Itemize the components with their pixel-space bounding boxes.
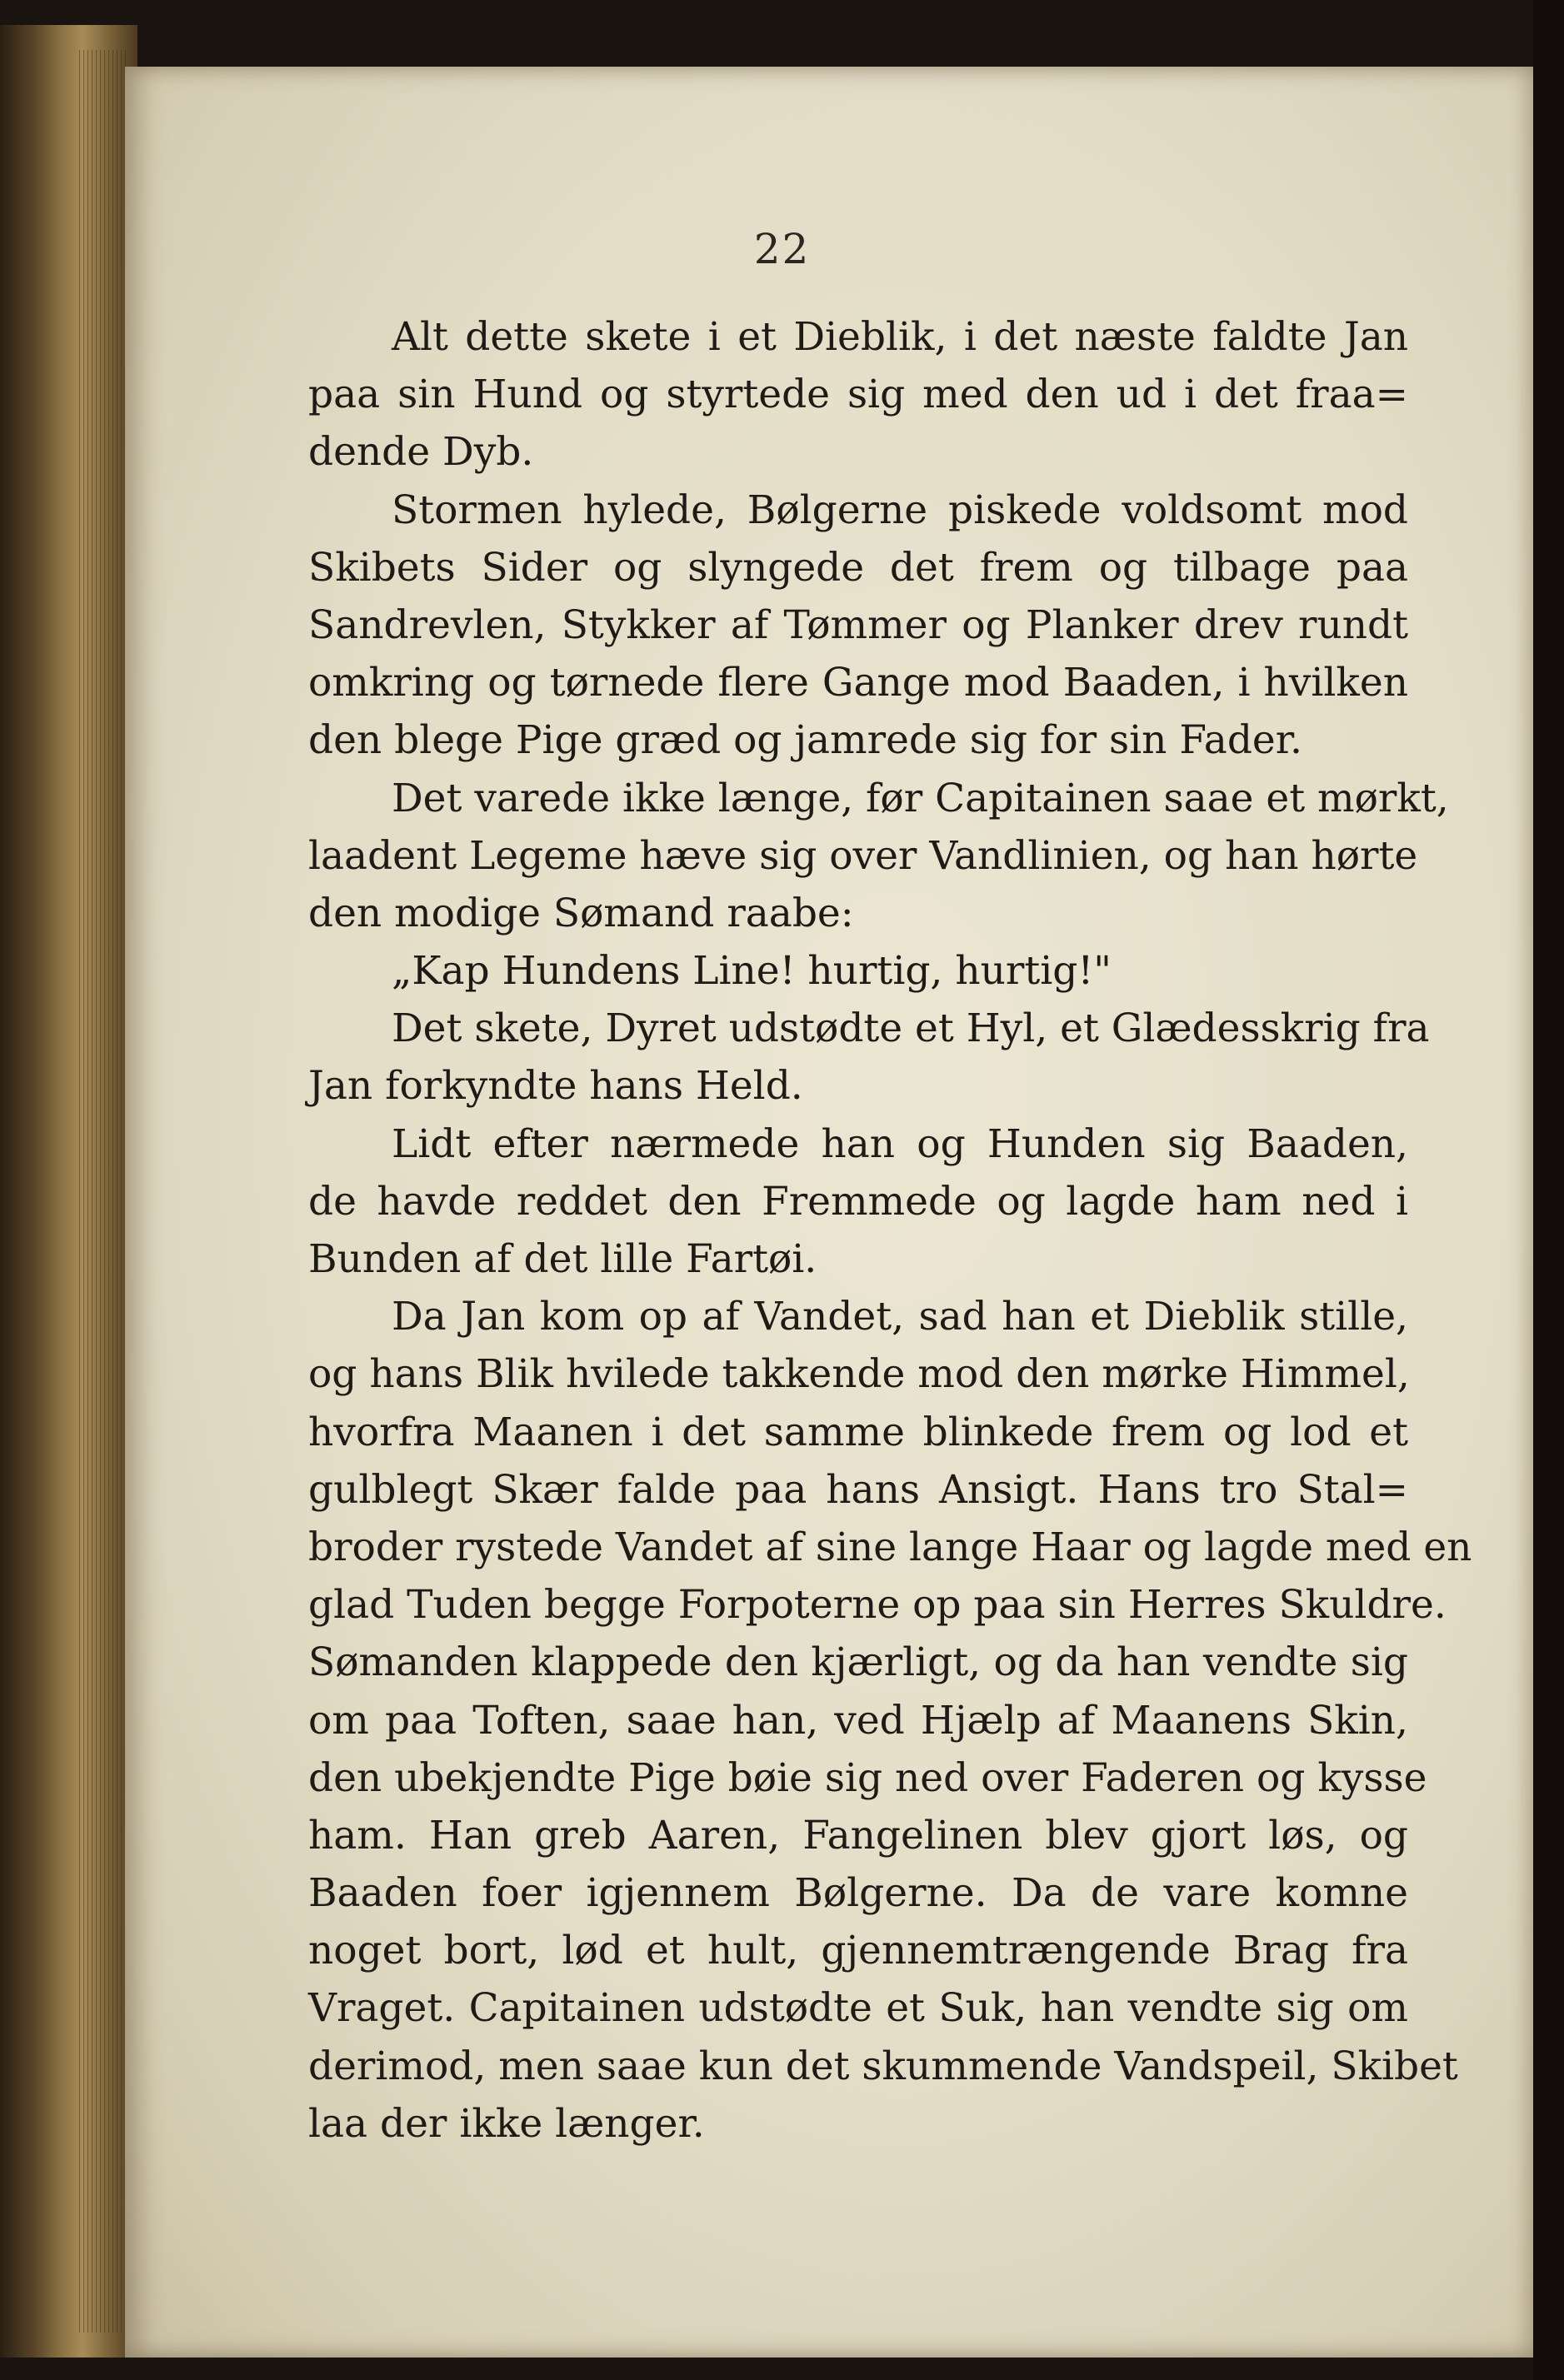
text-line: Lidt efter nærmede han og Hunden sig Baaden, — [392, 1120, 1408, 1167]
text-line: gulblegt Skær falde paa hans Ansigt. Hans tro Stal= — [308, 1466, 1408, 1513]
text-line: Sømanden klappede den kjærligt, og da han vendte sig — [308, 1639, 1408, 1686]
text-line: og hans Blik hvilede takkende mod den mørke Himmel, — [308, 1351, 1410, 1398]
text-line: Det skete, Dyret udstødte et Hyl, et Glædesskrig fra — [392, 1005, 1430, 1052]
text-line: dende Dyb. — [308, 429, 534, 476]
text-line: Alt dette skete i et Dieblik, i det næste faldte Jan — [392, 314, 1408, 360]
text-line: paa sin Hund og styrtede sig med den ud i det fraa= — [308, 372, 1408, 418]
text-line: „Kap Hundens Line! hurtig, hurtig!" — [392, 948, 1112, 995]
text-line: de havde reddet den Fremmede og lagde ham ned i — [308, 1178, 1408, 1225]
book-page-edge-lines — [79, 50, 129, 2333]
text-line: Sandrevlen, Stykker af Tømmer og Planker drev rundt — [308, 601, 1408, 648]
text-line: noget bort, lød et hult, gjennemtrængende Brag fra — [308, 1928, 1408, 1974]
text-line: Det varede ikke længe, før Capitainen saae et mørkt, — [392, 775, 1449, 821]
text-line: Da Jan kom op af Vandet, sad han et Dieblik stille, — [392, 1294, 1408, 1340]
text-line: glad Tuden begge Forpoterne op paa sin Herres Skuldre. — [308, 1582, 1447, 1629]
text-line: broder rystede Vandet af sine lange Haar og lagde med en — [308, 1524, 1472, 1570]
text-line: den ubekjendte Pige bøie sig ned over Faderen og kysse — [308, 1754, 1427, 1801]
text-line: om paa Toften, saae han, ved Hjælp af Maanens Skin, — [308, 1697, 1408, 1744]
text-line: Bunden af det lille Fartøi. — [308, 1236, 817, 1282]
text-line: Skibets Sider og slyngede det frem og tilbage paa — [308, 544, 1408, 591]
text-line: omkring og tørnede flere Gange mod Baaden, i hvilken — [308, 660, 1408, 706]
body-text — [308, 308, 1472, 2153]
page-number: 22 — [753, 225, 811, 273]
text-line: laadent Legeme hæve sig over Vandlinien, og han hørte — [308, 832, 1418, 879]
text-line: den blege Pige græd og jamrede sig for sin Fader. — [308, 717, 1302, 764]
text-line: derimod, men saae kun det skummende Vandspeil, Skibet — [308, 2043, 1458, 2089]
text-line: Stormen hylede, Bølgerne piskede voldsomt mod — [392, 486, 1408, 533]
text-line: Baaden foer igjennem Bølgerne. Da de vare komne — [308, 1870, 1408, 1917]
text-line: den modige Sømand raabe: — [308, 890, 854, 936]
text-line: Jan forkyndte hans Held. — [308, 1063, 803, 1110]
text-line: Vraget. Capitainen udstødte et Suk, han vendte sig om — [308, 1985, 1408, 2032]
text-line: ham. Han greb Aaren, Fangelinen blev gjort løs, og — [308, 1812, 1408, 1859]
text-line: laa der ikke længer. — [308, 2100, 705, 2147]
background-right — [1533, 0, 1564, 2380]
text-line: hvorfra Maanen i det samme blinkede frem og lod et — [308, 1409, 1408, 1455]
